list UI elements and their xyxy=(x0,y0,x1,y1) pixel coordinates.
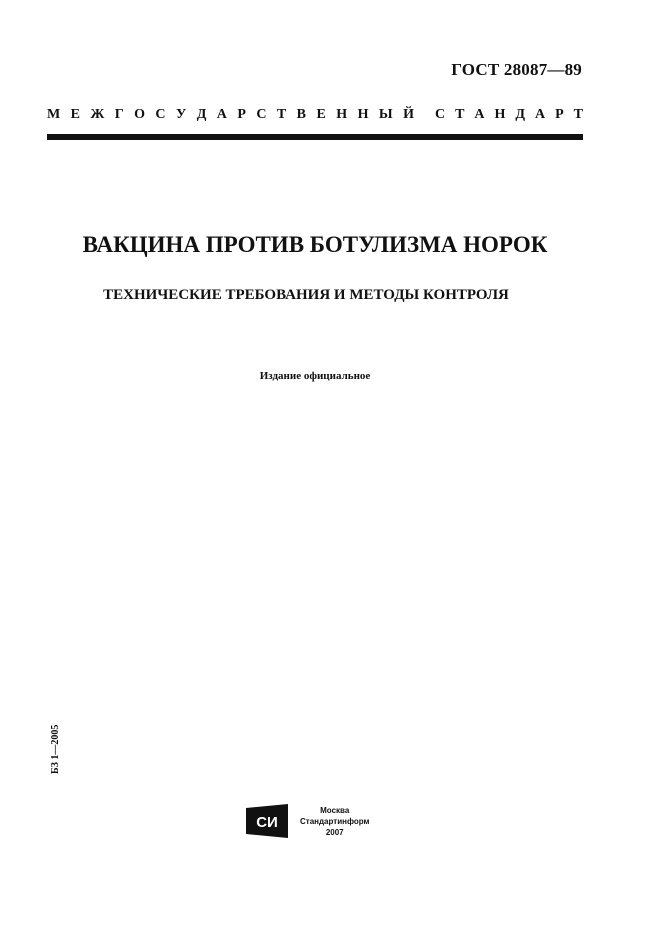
edition-note: Издание официальное xyxy=(259,370,371,382)
header-letter: Ы xyxy=(378,107,393,122)
header-letter: У xyxy=(175,107,187,122)
header-letter: С xyxy=(435,107,446,122)
header-letter: Е xyxy=(316,107,326,122)
publisher-city: Москва xyxy=(320,805,350,815)
header-letter: М xyxy=(47,107,61,122)
header-letter: Р xyxy=(237,107,246,122)
header-letter: Т xyxy=(573,107,583,122)
header-letter: А xyxy=(216,107,227,122)
standard-header xyxy=(47,107,583,123)
header-letter: Д xyxy=(196,107,207,122)
document-title: ВАКЦИНА ПРОТИВ БОТУЛИЗМА НОРОК xyxy=(82,232,548,257)
header-letter: Т xyxy=(276,107,287,122)
gost-number: ГОСТ 28087—89 xyxy=(451,60,582,79)
header-letter: Ж xyxy=(90,107,105,122)
publisher-text xyxy=(300,805,369,838)
header-letter: А xyxy=(534,107,546,122)
header-letter: А xyxy=(474,107,485,122)
publisher-block xyxy=(246,804,369,838)
header-letter: Й xyxy=(403,107,414,122)
header-letter: Н xyxy=(336,107,348,122)
publisher-logo-icon xyxy=(246,804,288,838)
document-subtitle: ТЕХНИЧЕСКИЕ ТРЕБОВАНИЯ И МЕТОДЫ КОНТРОЛЯ xyxy=(103,287,509,303)
header-letter: В xyxy=(296,107,307,122)
header-letter: Н xyxy=(357,107,369,122)
side-code: БЗ 1—2005 xyxy=(50,724,61,774)
header-letter: О xyxy=(134,107,145,122)
header-letter: С xyxy=(256,107,267,122)
header-letter: Р xyxy=(555,107,564,122)
header-letter: Т xyxy=(455,107,465,122)
header-letter: Е xyxy=(70,107,80,122)
publisher-name: Стандартинформ xyxy=(300,816,370,826)
header-rule xyxy=(47,134,583,140)
header-word-interstate xyxy=(47,107,414,123)
header-letter: Н xyxy=(494,107,506,122)
header-word-standard xyxy=(435,107,583,123)
header-letter: Д xyxy=(515,107,525,122)
header-letter: Г xyxy=(114,107,124,122)
header-letter: С xyxy=(155,107,166,122)
publisher-year: 2007 xyxy=(325,827,344,837)
svg-text:СИ: СИ xyxy=(256,814,278,831)
